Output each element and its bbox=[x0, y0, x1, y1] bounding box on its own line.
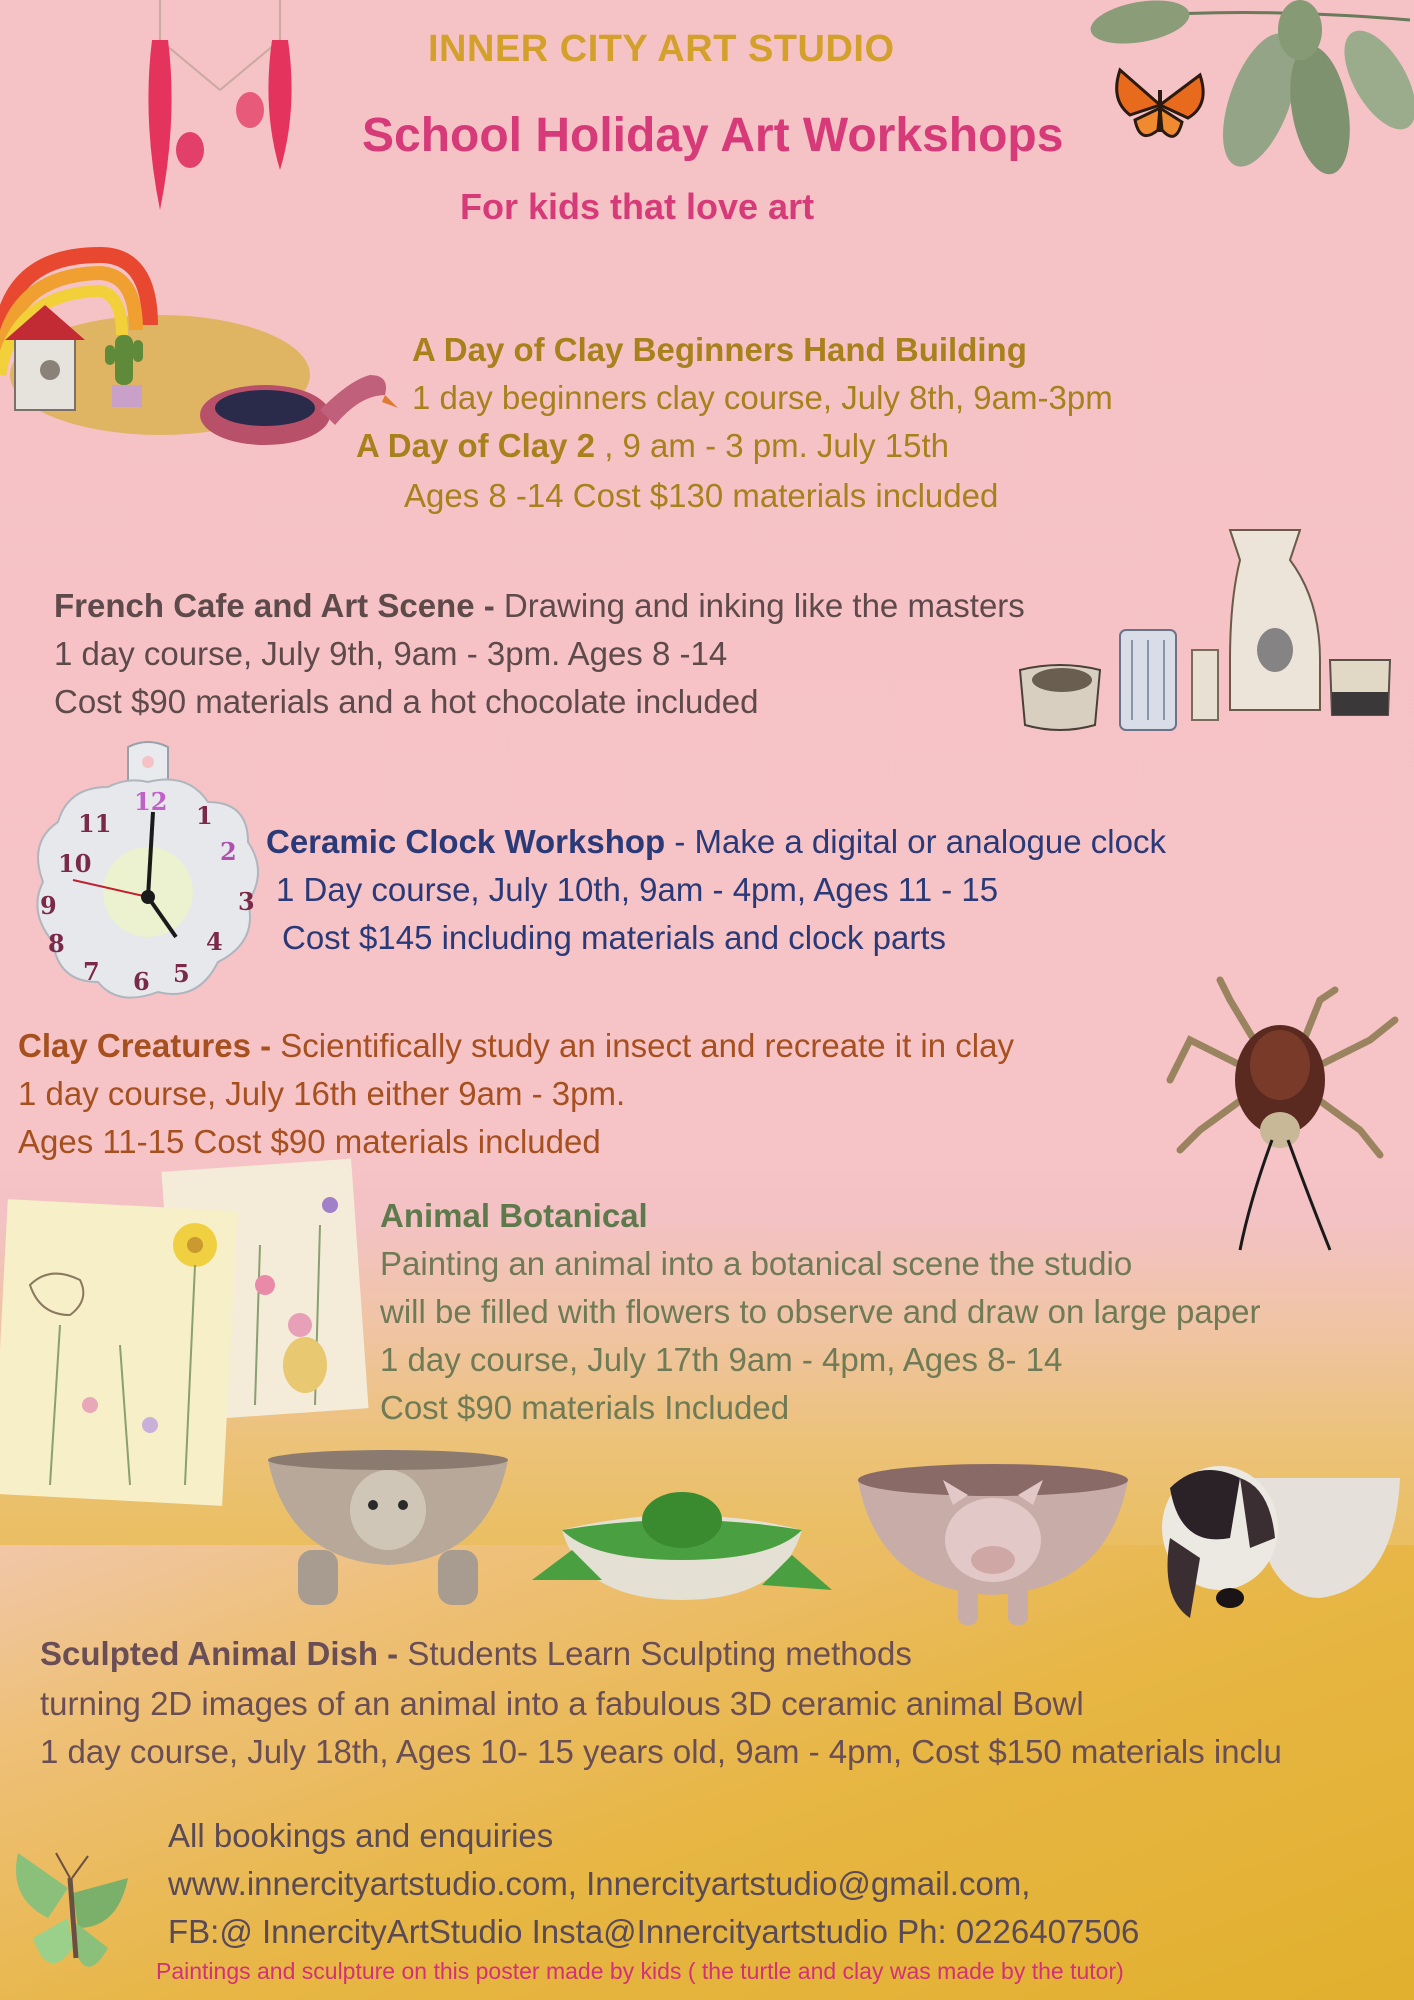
creatures-heading-line bbox=[18, 1022, 1014, 1070]
dish-heading: Sculpted Animal Dish - bbox=[40, 1635, 399, 1672]
feather-mobile-icon bbox=[130, 0, 310, 220]
pig-bowl-icon bbox=[858, 1460, 1128, 1630]
dish-line2: 1 day course, July 18th, Ages 10- 15 years old, 9am - 4pm, Cost $150 materials inclu bbox=[40, 1733, 1282, 1770]
cafe-line2: Cost $90 materials and a hot chocolate included bbox=[54, 683, 759, 720]
poster-footnote: Paintings and sculpture on this poster made by kids ( the turtle and clay was made by the tutor) bbox=[156, 1958, 1124, 1984]
ceramic-clock-icon bbox=[28, 742, 268, 1012]
clock-line1: 1 Day course, July 10th, 9am - 4pm, Ages 11 - 15 bbox=[276, 871, 999, 908]
turtle-bowl-icon bbox=[268, 1450, 508, 1610]
poster-title: School Holiday Art Workshops bbox=[362, 109, 1064, 162]
botanical-line3: 1 day course, July 17th 9am - 4pm, Ages 8- 14 bbox=[380, 1341, 1063, 1378]
insect-sculpture-icon bbox=[1160, 980, 1400, 1260]
creatures-line1: 1 day course, July 16th either 9am - 3pm. bbox=[18, 1075, 626, 1112]
botanical-line1: Painting an animal into a botanical scene the studio bbox=[380, 1245, 1133, 1282]
clock-numeral-3: 3 bbox=[238, 887, 255, 916]
clay2-details: , 9 am - 3 pm. July 15th bbox=[595, 427, 950, 464]
clock-numeral-2: 2 bbox=[220, 837, 237, 866]
dish-heading-line bbox=[40, 1630, 912, 1678]
frog-bowl-icon bbox=[532, 1490, 832, 1610]
cafe-description: Drawing and inking like the masters bbox=[494, 587, 1025, 624]
cafe-heading-line bbox=[54, 582, 1025, 630]
clay-line3: Ages 8 -14 Cost $130 materials included bbox=[404, 477, 999, 514]
botanical-line2: will be filled with flowers to observe and draw on large paper bbox=[380, 1293, 1261, 1330]
dish-line1: turning 2D images of an animal into a fabulous 3D ceramic animal Bowl bbox=[40, 1685, 1084, 1722]
studio-name: INNER CITY ART STUDIO bbox=[428, 28, 895, 70]
clock-numeral-12: 12 bbox=[134, 787, 168, 816]
clock-numeral-6: 6 bbox=[133, 967, 150, 996]
clock-numeral-11: 11 bbox=[78, 809, 112, 838]
clock-numeral-10: 10 bbox=[58, 849, 92, 878]
botanical-heading: Animal Botanical bbox=[380, 1197, 648, 1234]
creatures-description: Scientifically study an insect and recreate it in clay bbox=[271, 1027, 1014, 1064]
clay-line2 bbox=[356, 422, 949, 470]
clay-line1: 1 day beginners clay course, July 8th, 9am-3pm bbox=[412, 379, 1113, 416]
bookings-heading: All bookings and enquiries bbox=[168, 1817, 554, 1854]
cafe-heading: French Cafe and Art Scene - bbox=[54, 587, 495, 624]
clock-numeral-9: 9 bbox=[40, 891, 57, 920]
dog-bowl-icon bbox=[1160, 1458, 1400, 1628]
clock-numeral-1: 1 bbox=[196, 801, 213, 830]
clay-heading: A Day of Clay Beginners Hand Building bbox=[412, 331, 1027, 368]
dish-description: Students Learn Sculpting methods bbox=[398, 1635, 912, 1672]
clock-heading: Ceramic Clock Workshop bbox=[266, 823, 666, 860]
clock-heading-line bbox=[266, 818, 1166, 866]
creatures-line2: Ages 11-15 Cost $90 materials included bbox=[18, 1123, 601, 1160]
creatures-heading: Clay Creatures - bbox=[18, 1027, 272, 1064]
moth-icon bbox=[8, 1848, 138, 1988]
clock-numeral-7: 7 bbox=[83, 957, 100, 986]
clock-numeral-5: 5 bbox=[173, 959, 190, 988]
clock-numeral-4: 4 bbox=[206, 927, 223, 956]
botanical-line4: Cost $90 materials Included bbox=[380, 1389, 790, 1426]
clock-line2: Cost $145 including materials and clock parts bbox=[282, 919, 947, 956]
clock-numeral-8: 8 bbox=[48, 929, 65, 958]
clock-description: - Make a digital or analogue clock bbox=[665, 823, 1166, 860]
poster-subtitle: For kids that love art bbox=[460, 186, 815, 227]
cafe-line1: 1 day course, July 9th, 9am - 3pm. Ages 8 -14 bbox=[54, 635, 728, 672]
clay2-title: A Day of Clay 2 bbox=[356, 427, 596, 464]
butterfly-icon bbox=[1110, 60, 1210, 150]
cafe-still-life-icon bbox=[1020, 520, 1400, 740]
bookings-contact: www.innercityartstudio.com, Innercityartstudio@gmail.com, bbox=[168, 1865, 1031, 1902]
bookings-social: FB:@ InnercityArtStudio Insta@Innercityartstudio Ph: 0226407506 bbox=[168, 1913, 1140, 1950]
